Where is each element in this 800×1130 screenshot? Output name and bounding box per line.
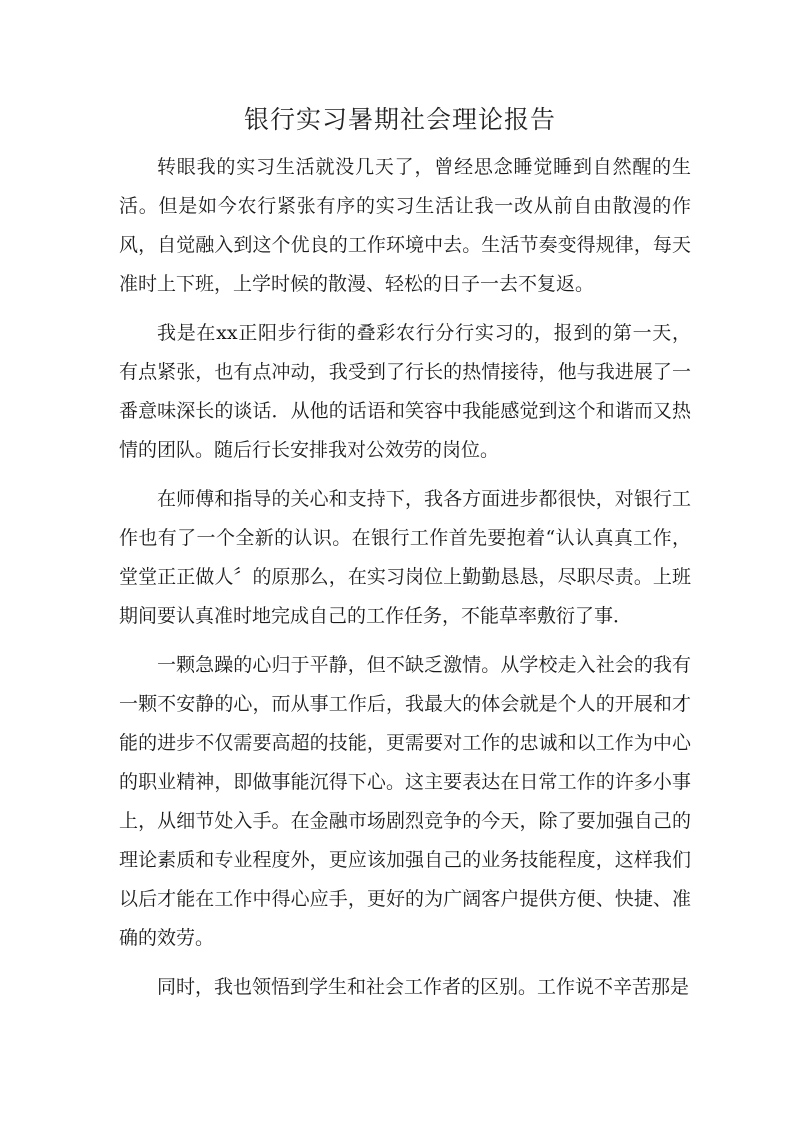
document-title: 银行实习暑期社会理论报告 xyxy=(243,105,556,134)
paragraph-4: 一颗急躁的心归于平静，但不缺乏激情。从学校走入社会的我有一颗不安静的心，而从事工作后，我最大的体会就是个人的开展和才能的进步不仅需要高超的技能，更需要对工作的忠诚和以工作为中心的职业精神，即做事能沉得下心。这主要表达在日常工作的许多小事上，从细节处入手。在金融市场剧烈竞争的今天，除了要加强自己的理论素质和专业程度外，更应该加强自己的业务技能程度，这样我们以后才能在工作中得心应手，更好的为广阔客户提供方便、快捷、准确的效劳。 xyxy=(119,654,691,949)
paragraph-3: 在师傅和指导的关心和支持下，我各方面进步都很快，对银行工作也有了一个全新的认识。在银行工作首先要抱着“认认真真工作，堂堂正正做人〞的原那么，在实习岗位上勤勤恳恳，尽职尽责。上班期间要认真准时地完成自己的工作任务，不能草率敷衍了事． xyxy=(119,488,691,627)
document-body xyxy=(119,148,691,1017)
paragraph-1: 转眼我的实习生活就没几天了，曾经思念睡觉睡到自然醒的生活。但是如今农行紧张有序的实习生活让我一改从前自由散漫的作风，自觉融入到这个优良的工作环境中去。生活节奏变得规律，每天准时上下班，上学时候的散漫、轻松的日子一去不复返。 xyxy=(119,156,691,295)
paragraph-5: 同时，我也领悟到学生和社会工作者的区别。工作说不辛苦那是 xyxy=(157,976,690,998)
paragraph-2: 我是在xx正阳步行街的叠彩农行分行实习的，报到的第一天，有点紧张，也有点冲动，我受到了行长的热情接待，他与我进展了一番意味深长的谈话．从他的话语和笑容中我能感觉到这个和谐而又热情的团队。随后行长安排我对公效劳的岗位。 xyxy=(119,322,691,461)
